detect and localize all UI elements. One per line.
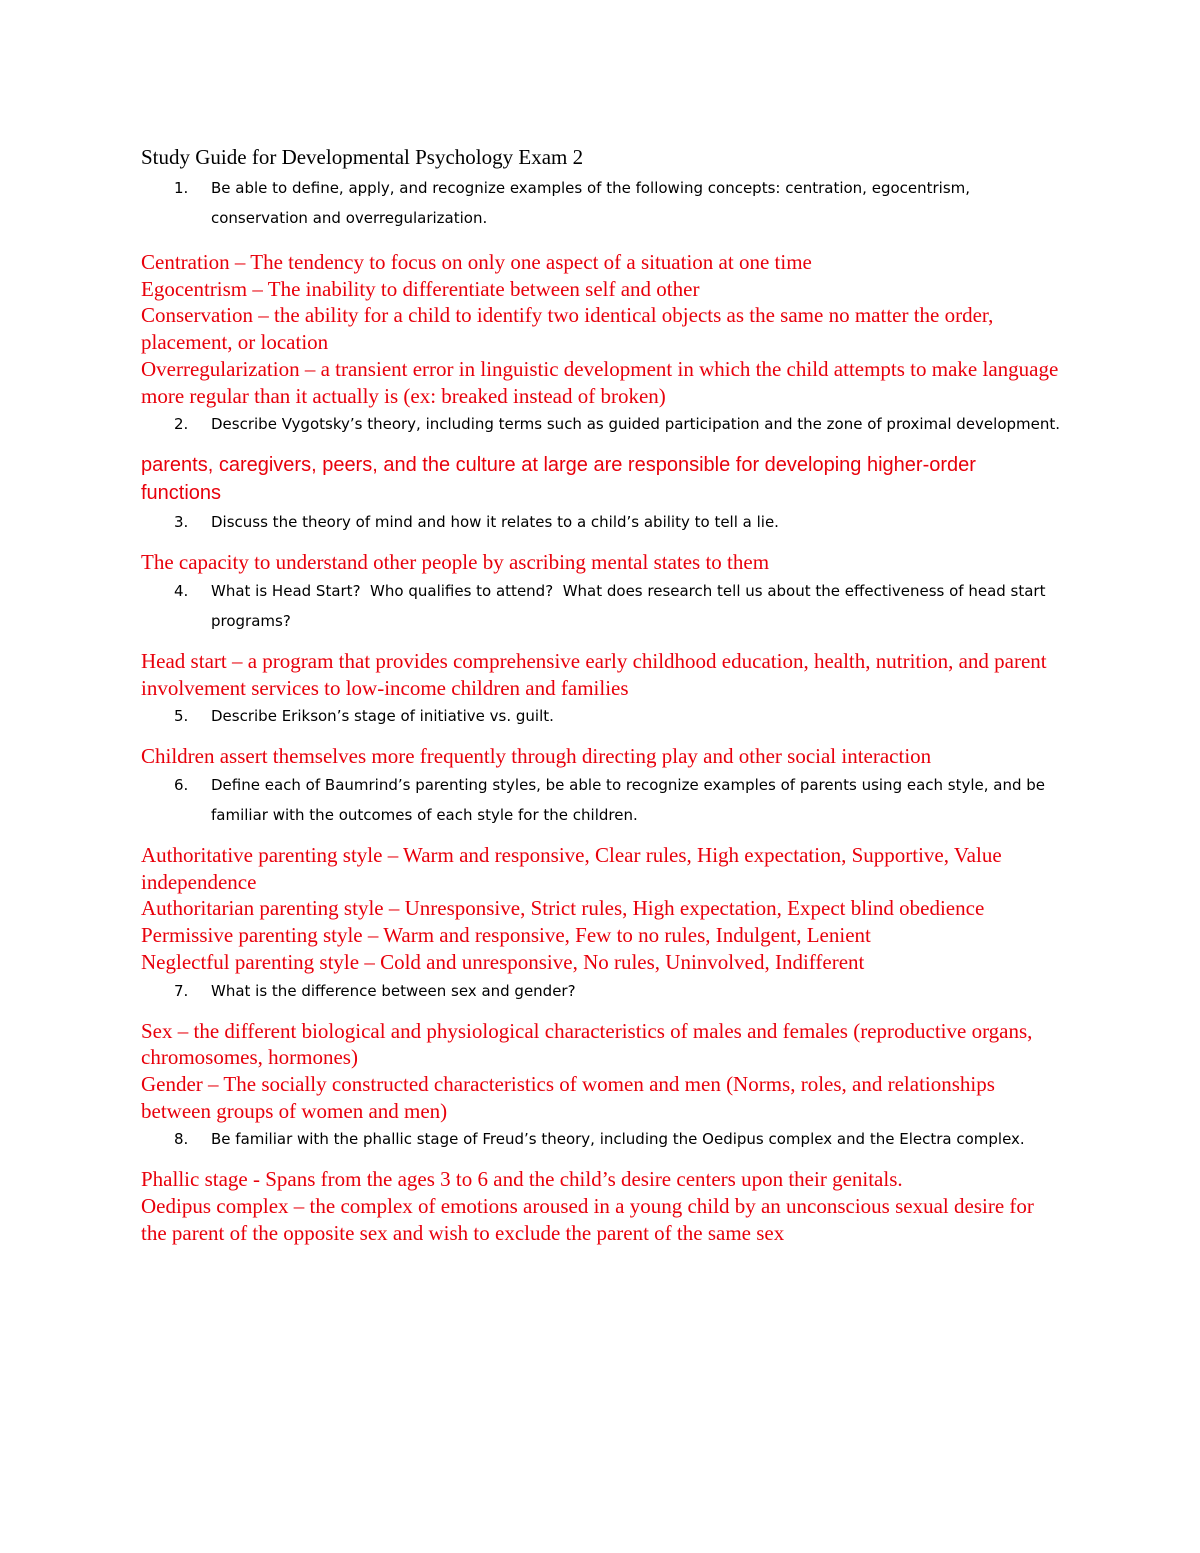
answer-line: Children assert themselves more frequently through directing play and other social interaction <box>141 744 932 769</box>
question-1 <box>141 173 1061 233</box>
answer-line: Gender – The socially constructed characteristics of women and men (Norms, roles, and relationships between groups of women and men) <box>141 1071 995 1123</box>
answer-block-7 <box>141 1018 1061 1125</box>
question-text: Be able to define, apply, and recognize examples of the following concepts: centration, egocentrism, conservation and overregularization. <box>211 179 975 227</box>
answer-block-3 <box>141 549 1061 576</box>
answer-block-2 <box>141 451 1061 507</box>
answer-line: Permissive parenting style – Warm and responsive, Few to no rules, Indulgent, Lenient <box>141 923 871 948</box>
document-body <box>141 141 1061 1246</box>
answer-line: The capacity to understand other people by ascribing mental states to them <box>141 550 770 575</box>
answer-line: Head start – a program that provides comprehensive early childhood education, health, nutrition, and parent involvement services to low-income children and families <box>141 648 1047 700</box>
question-text: Define each of Baumrind’s parenting styles, be able to recognize examples of parents using each style, and be familiar with the outcomes of each style for the children. <box>211 776 1050 825</box>
question-number: 7. <box>174 981 189 1000</box>
answer-line: Authoritative parenting style – Warm and responsive, Clear rules, High expectation, Supportive, Value independence <box>141 843 1002 894</box>
document-title: Study Guide for Developmental Psychology Exam 2 <box>141 145 584 169</box>
question-text: Be familiar with the phallic stage of Freud’s theory, including the Oedipus complex and the Electra complex. <box>211 1130 1025 1149</box>
answer-block-4 <box>141 648 1061 701</box>
answer-line: parents, caregivers, peers, and the culture at large are responsible for developing higher-order functions <box>141 454 976 505</box>
question-number: 1. <box>174 179 189 197</box>
question-number: 6. <box>174 776 189 795</box>
question-number: 4. <box>174 581 189 600</box>
answer-line: Centration – The tendency to focus on only one aspect of a situation at one time <box>141 250 812 274</box>
question-5 <box>141 701 1061 731</box>
question-number: 3. <box>174 513 189 532</box>
question-8 <box>141 1124 1061 1154</box>
question-7 <box>141 976 1061 1006</box>
answer-line: Sex – the different biological and physiological characteristics of males and females (reproductive organs, chromosomes, hormones) <box>141 1018 1033 1070</box>
question-text: Describe Vygotsky’s theory, including terms such as guided participation and the zone of proximal development. <box>211 415 1061 434</box>
question-2 <box>141 409 1061 439</box>
answer-line: Egocentrism – The inability to differentiate between self and other <box>141 276 700 301</box>
answer-line: Conservation – the ability for a child to identify two identical objects as the same no matter the order, placement, or location <box>141 303 994 355</box>
question-text: Describe Erikson’s stage of initiative vs. guilt. <box>211 707 554 726</box>
answer-line: Phallic stage - Spans from the ages 3 to 6 and the child’s desire centers upon their genitals. <box>141 1167 903 1192</box>
answer-line: Oedipus complex – the complex of emotions aroused in a young child by an unconscious sexual desire for the parent of the opposite sex and wish to exclude the parent of the same sex <box>141 1194 1034 1245</box>
answer-block-1 <box>141 249 1061 409</box>
question-4 <box>141 576 1061 636</box>
answer-line: Neglectful parenting style – Cold and unresponsive, No rules, Uninvolved, Indifferent <box>141 949 865 974</box>
answer-block-6 <box>141 842 1061 976</box>
question-number: 5. <box>174 707 189 726</box>
question-number: 2. <box>174 415 189 434</box>
answer-block-8 <box>141 1166 1061 1246</box>
answer-line: Overregularization – a transient error in linguistic development in which the child attempts to make language more regular than it actually is (ex: breaked instead of broken) <box>141 356 1059 408</box>
answer-line: Authoritarian parenting style – Unresponsive, Strict rules, High expectation, Expect blind obedience <box>141 896 985 921</box>
answer-block-5 <box>141 743 1061 770</box>
question-6 <box>141 770 1061 830</box>
question-text: What is Head Start? Who qualifies to attend? What does research tell us about the effectiveness of head start programs? <box>211 581 1051 630</box>
question-text: Discuss the theory of mind and how it relates to a child’s ability to tell a lie. <box>211 513 779 532</box>
question-text: What is the difference between sex and gender? <box>211 981 576 1000</box>
question-number: 8. <box>174 1130 189 1149</box>
question-3 <box>141 507 1061 537</box>
